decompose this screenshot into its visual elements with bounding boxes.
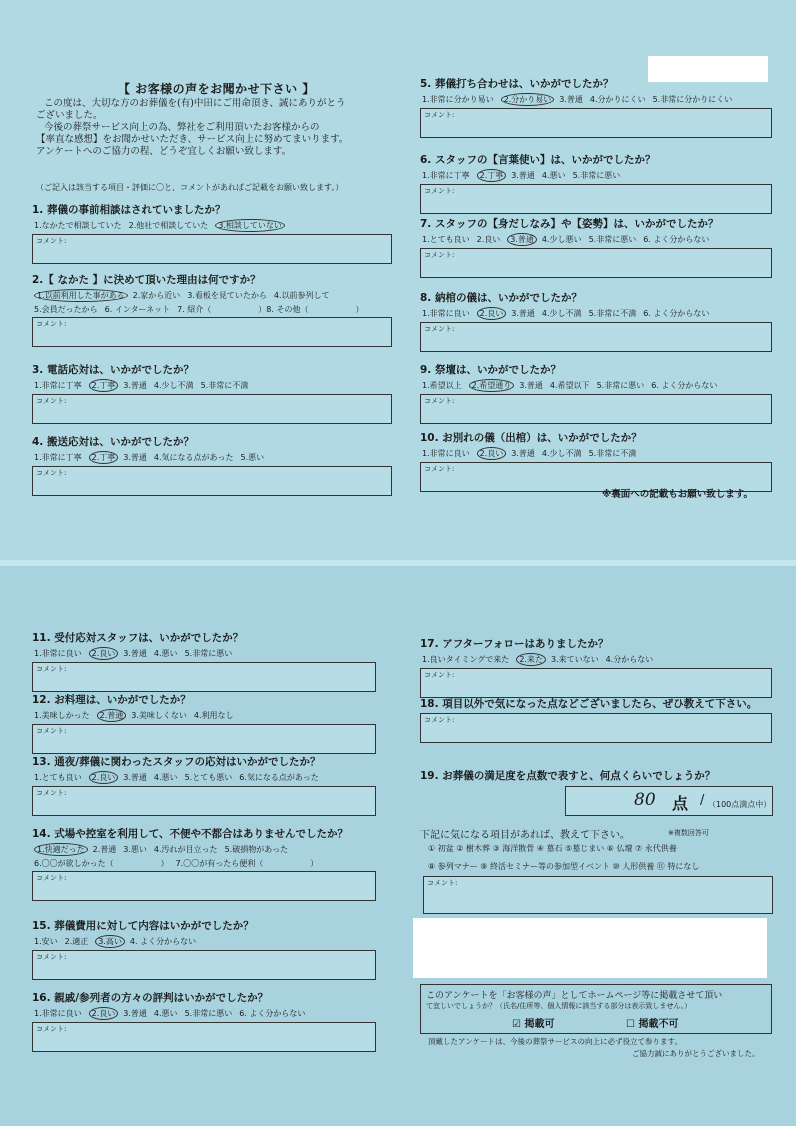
intro-line: この度は、大切な方のお葬儀を(有)中田にご用命頂き、誠にありがとう xyxy=(44,98,346,109)
comment-label: コメント: xyxy=(36,469,67,477)
option[interactable]: 4.少し不満 xyxy=(153,381,194,390)
option[interactable]: 4.悪い xyxy=(153,773,178,782)
comment-box[interactable] xyxy=(420,248,772,278)
question-block xyxy=(32,630,376,692)
option[interactable]: 6. よく分からない xyxy=(651,381,718,390)
option[interactable]: 6. よく分からない xyxy=(239,1009,306,1018)
comment-label: コメント: xyxy=(36,953,67,961)
consent-line-1: このアンケートを「お客様の声」としてホームページ等に掲載させて頂い xyxy=(426,991,723,1001)
comment-label: コメント: xyxy=(427,879,458,887)
comment-label: コメント: xyxy=(424,187,455,195)
option-selected[interactable]: 2.良い xyxy=(89,1007,119,1020)
option[interactable]: 5.非常に悪い xyxy=(184,649,233,658)
intro-line: アンケートへのご協力の程、どうぞ宜しくお願い致します。 xyxy=(36,146,292,157)
question-title: 14. 式場や控室を利用して、不便や不都合はありませんでしたか？ xyxy=(32,828,349,840)
option[interactable]: ）8. その他（ xyxy=(258,305,309,314)
option[interactable]: 2.適正 xyxy=(64,937,89,946)
option[interactable]: 4.気になる点があった xyxy=(153,453,234,462)
comment-box[interactable] xyxy=(420,668,772,698)
option[interactable]: 5.非常に分かりにくい xyxy=(652,95,733,104)
option[interactable]: 3.来ていない xyxy=(550,655,599,664)
option-selected[interactable]: 2.良い xyxy=(89,771,119,784)
question-title: 18. 項目以外で気になった点などございましたら、ぜひ教えて下さい。 xyxy=(420,698,758,710)
question-title: 9. 祭壇は、いかがでしたか？ xyxy=(420,364,561,376)
consent-line-2: て宜しいでしょうか？（氏名/住所等、個人情報に該当する部分は表示致しません。） xyxy=(426,1002,692,1010)
option[interactable]: 4.分かりにくい xyxy=(589,95,646,104)
option[interactable]: 3.悪い xyxy=(123,845,147,854)
option[interactable]: 5.非常に悪い xyxy=(588,235,637,244)
option[interactable]: 4.以前参列して xyxy=(273,291,330,300)
question-title: 10. お別れの儀（出棺）は、いかがでしたか？ xyxy=(420,432,642,444)
comment-label: コメント: xyxy=(424,111,455,119)
comment-box[interactable] xyxy=(32,394,392,424)
comment-box[interactable] xyxy=(32,234,392,264)
question-block xyxy=(32,362,392,424)
option[interactable]: 4.希望以下 xyxy=(549,381,590,390)
option-selected[interactable]: 2.丁寧 xyxy=(477,169,507,182)
question-title: 13. 通夜/葬儀に関わったスタッフの応対はいかがでしたか？ xyxy=(32,756,321,768)
question-block xyxy=(32,990,376,1052)
question-block xyxy=(420,636,772,698)
option[interactable]: 3.普通 xyxy=(123,1009,147,1018)
option-row-2 xyxy=(32,858,376,869)
question-block xyxy=(32,754,376,816)
option-row xyxy=(420,93,772,106)
question-title: 3. 電話応対は、いかがでしたか？ xyxy=(32,364,194,376)
option[interactable]: 4.分からない xyxy=(605,655,654,664)
option[interactable]: 4.少し悪い xyxy=(541,235,582,244)
question-block xyxy=(32,918,376,980)
option[interactable]: 1.安い xyxy=(34,937,58,946)
option[interactable]: 5.非常に悪い xyxy=(572,171,621,180)
option[interactable]: 1.非常に良い xyxy=(34,649,82,658)
option-row xyxy=(420,653,772,666)
comment-label: コメント: xyxy=(36,397,67,405)
back-page-note: ※裏面への記載もお願い致します。 xyxy=(602,489,753,500)
comment-label: コメント: xyxy=(36,1025,67,1033)
option-row xyxy=(32,771,376,784)
comment-box[interactable] xyxy=(32,317,392,347)
comment-box[interactable] xyxy=(420,108,772,138)
question-block xyxy=(420,216,772,278)
option-row-2 xyxy=(32,304,392,315)
option[interactable]: 5.悪い xyxy=(240,453,265,462)
redaction-block xyxy=(413,918,767,978)
option-row xyxy=(32,935,376,948)
option[interactable]: 1.非常に丁寧 xyxy=(34,453,82,462)
option-selected[interactable]: 1.快適だった xyxy=(34,843,88,856)
question-title: 2.【 なかた 】に決めて頂いた理由は何ですか？ xyxy=(32,274,261,286)
comment-label: コメント: xyxy=(424,671,455,679)
topics-row-1: ① 初盆 ② 樹木葬 ③ 海洋散骨 ④ 墓石 ⑤墓じまい ⑥ 仏壇 ⑦ 永代供養 xyxy=(428,844,677,853)
option-selected[interactable]: 3.相談していない xyxy=(215,219,285,232)
option-row xyxy=(32,843,376,856)
option[interactable]: 5.非常に不満 xyxy=(588,309,637,318)
question-title: 4. 搬送応対は、いかがでしたか？ xyxy=(32,436,194,448)
option[interactable]: 6.〇〇が欲しかった（ xyxy=(34,859,114,868)
option[interactable]: 1.希望以上 xyxy=(422,381,462,390)
option[interactable]: ） xyxy=(160,859,169,868)
option[interactable]: 3.普通 xyxy=(511,309,535,318)
publish-ng-checkbox[interactable]: ☐ 掲載不可 xyxy=(626,1019,679,1030)
question-block xyxy=(420,430,772,492)
option[interactable]: 1.とても良い xyxy=(422,235,470,244)
intro-line: 今後の葬祭サービス向上の為、弊社をご利用頂いたお客様からの xyxy=(44,122,320,133)
option[interactable]: 1.非常に良い xyxy=(422,309,470,318)
comment-label: コメント: xyxy=(424,397,455,405)
publish-ok-checkbox[interactable]: ☑ 掲載可 xyxy=(512,1019,555,1030)
option[interactable]: ） xyxy=(355,305,364,314)
option[interactable]: 5.会員だったから xyxy=(34,305,98,314)
option[interactable]: 3.普通 xyxy=(511,171,535,180)
option[interactable]: 4.悪い xyxy=(153,1009,178,1018)
question-title: 8. 納棺の儀は、いかがでしたか？ xyxy=(420,292,582,304)
option[interactable]: 1.非常に分かり易い xyxy=(422,95,494,104)
question-block xyxy=(32,272,392,347)
comment-box[interactable] xyxy=(420,713,772,743)
option[interactable]: 2.他社で相談していた xyxy=(128,221,209,230)
comment-box[interactable] xyxy=(420,394,772,424)
option-selected[interactable]: 2.丁寧 xyxy=(89,379,119,392)
option[interactable]: 4.悪い xyxy=(541,171,566,180)
question-block xyxy=(420,362,772,424)
option-row xyxy=(32,647,376,660)
option[interactable]: 1.美味しかった xyxy=(34,711,90,720)
option[interactable]: 4. よく分からない xyxy=(129,937,197,946)
option[interactable]: 6. よく分からない xyxy=(643,235,710,244)
option[interactable]: 3.普通 xyxy=(519,381,543,390)
comment-label: コメント: xyxy=(36,665,67,673)
question-block xyxy=(32,434,392,496)
option[interactable]: 4.少し不満 xyxy=(541,449,582,458)
option-row xyxy=(420,447,772,460)
comment-label: コメント: xyxy=(36,237,67,245)
comment-label: コメント: xyxy=(424,251,455,259)
question-title: 15. 葬儀費用に対して内容はいかがでしたか？ xyxy=(32,920,254,932)
question-title: 11. 受付応対スタッフは、いかがでしたか？ xyxy=(32,632,244,644)
option[interactable]: 6.気になる点があった xyxy=(239,773,319,782)
option-selected[interactable]: 1.以前利用した事がある xyxy=(34,289,128,302)
option[interactable]: 5.非常に悪い xyxy=(596,381,645,390)
option[interactable]: ） xyxy=(310,859,319,868)
comment-box[interactable] xyxy=(32,1022,376,1052)
option-selected[interactable]: 2.丁寧 xyxy=(89,451,119,464)
option[interactable]: 5.とても悪い xyxy=(184,773,233,782)
option[interactable]: 7.〇〇が有ったら便利（ xyxy=(175,859,264,868)
question-title: 19. お葬儀の満足度を点数で表すと、何点くらいでしょうか？ xyxy=(420,770,716,782)
option[interactable]: 6. インターネット xyxy=(104,305,171,314)
option[interactable]: 1.非常に良い xyxy=(34,1009,82,1018)
option[interactable]: 4.少し不満 xyxy=(541,309,582,318)
option-selected[interactable]: 2.分かり易い xyxy=(501,93,555,106)
option-row xyxy=(420,379,772,392)
score-max: （100点満点中） xyxy=(708,800,772,809)
question-block xyxy=(420,76,772,138)
question-title: 16. 親戚/参列者の方々の評判はいかがでしたか？ xyxy=(32,992,269,1004)
option[interactable]: 1.非常に丁寧 xyxy=(34,381,82,390)
score-slash: / xyxy=(700,793,705,808)
comment-box[interactable] xyxy=(420,184,772,214)
option[interactable]: 3.普通 xyxy=(123,773,147,782)
intro-line: 【率直な感想】をお聞かせいただき、サービス向上に努めてまいります。 xyxy=(36,134,349,145)
score-unit: 点 xyxy=(672,794,689,813)
option[interactable]: 7. 紹介（ xyxy=(177,305,212,314)
question-title: 17. アフターフォローはありましたか？ xyxy=(420,638,609,650)
option-selected[interactable]: 2.普通 xyxy=(97,709,127,722)
footer-line-1: 頂戴したアンケートは、今後の葬祭サービスの向上に必ず役立て参ります。 xyxy=(428,1037,682,1046)
comment-label: コメント: xyxy=(36,874,67,882)
question-block xyxy=(420,152,772,214)
question-block xyxy=(32,202,392,264)
option-row xyxy=(32,289,392,302)
option[interactable]: 5.非常に不満 xyxy=(200,381,249,390)
intro-text xyxy=(36,98,396,158)
comment-box[interactable] xyxy=(32,871,376,901)
option-row xyxy=(32,379,392,392)
comment-box[interactable] xyxy=(32,786,376,816)
question-block xyxy=(420,696,772,743)
score-value: 80 xyxy=(634,790,656,810)
question-block xyxy=(32,826,376,901)
question-title: 1. 葬儀の事前相談はされていましたか？ xyxy=(32,204,226,216)
option[interactable]: 1.非常に丁寧 xyxy=(422,171,470,180)
footer-line-2: ご協力誠にありがとうございました。 xyxy=(632,1049,760,1058)
option[interactable]: 3.普通 xyxy=(123,453,147,462)
comment-label: コメント: xyxy=(36,320,67,328)
comment-box[interactable] xyxy=(32,950,376,980)
topics-title: 下記に気になる項目があれば、教えて下さい。 xyxy=(420,830,630,841)
option-row xyxy=(32,709,376,722)
question-title: 5. 葬儀打ち合わせは、いかがでしたか？ xyxy=(420,78,614,90)
option-selected[interactable]: 2.来た xyxy=(516,653,546,666)
option[interactable]: 1.とても良い xyxy=(34,773,82,782)
option-selected[interactable]: 2.良い xyxy=(89,647,119,660)
intro-line: ございました。 xyxy=(36,110,103,121)
comment-label: コメント: xyxy=(36,789,67,797)
option[interactable]: 3.看板を見ていたから xyxy=(187,291,267,300)
option[interactable]: 5.非常に悪い xyxy=(184,1009,233,1018)
option[interactable]: 3.美味しくない xyxy=(131,711,187,720)
option-selected[interactable]: 3.高い xyxy=(95,935,125,948)
comment-label: コメント: xyxy=(424,465,455,473)
option[interactable]: 6. よく分からない xyxy=(643,309,710,318)
option-selected[interactable]: 2.希望通り xyxy=(469,379,515,392)
question-19 xyxy=(420,768,715,783)
topics-comment-box[interactable] xyxy=(423,876,773,914)
option[interactable]: 5.破損物があった xyxy=(224,845,289,854)
topics-multi-note: ※複数回答可 xyxy=(668,829,709,837)
question-title: 7. スタッフの【身だしなみ】や【姿勢】は、いかがでしたか？ xyxy=(420,218,719,230)
option[interactable]: 5.非常に不満 xyxy=(588,449,637,458)
comment-box[interactable] xyxy=(32,466,392,496)
survey-title: 【 お客様の声をお聞かせ下さい 】 xyxy=(118,82,315,96)
comment-label: コメント: xyxy=(36,727,67,735)
question-title: 6. スタッフの【言葉使い】は、いかがでしたか？ xyxy=(420,154,656,166)
instruction-note: （ご記入は該当する項目・評価に〇と、コメントがあればご記載をお願い致します。） xyxy=(36,183,344,192)
option[interactable]: 4.悪い xyxy=(153,649,178,658)
option[interactable]: 1.良いタイミングで来た xyxy=(422,655,510,664)
comment-box[interactable] xyxy=(420,322,772,352)
option-row xyxy=(32,451,392,464)
option-row xyxy=(420,307,772,320)
option-selected[interactable]: 2.良い xyxy=(477,447,507,460)
option[interactable]: 3.普通 xyxy=(559,95,583,104)
option-row xyxy=(32,219,392,232)
option-selected[interactable]: 3.普通 xyxy=(507,233,537,246)
option[interactable]: 3.普通 xyxy=(123,649,147,658)
option[interactable]: 2.普通 xyxy=(92,845,117,854)
option-row xyxy=(420,233,772,246)
option[interactable]: 4.汚れが目立った xyxy=(153,845,218,854)
option[interactable]: 1.なかたで相談していた xyxy=(34,221,122,230)
option-row xyxy=(420,169,772,182)
option[interactable]: 2.良い xyxy=(476,235,501,244)
question-title: 12. お料理は、いかがでしたか？ xyxy=(32,694,191,706)
option[interactable]: 3.普通 xyxy=(123,381,147,390)
option[interactable]: 4.利用なし xyxy=(193,711,234,720)
option-selected[interactable]: 2.良い xyxy=(477,307,507,320)
option-row xyxy=(32,1007,376,1020)
topics-row-2: ⑧ 参列マナー ⑨ 終活セミナー等の参加型イベント ⑩ 人形供養 ⑪ 特になし xyxy=(428,862,700,871)
question-block xyxy=(420,290,772,352)
option[interactable]: 2.家から近い xyxy=(132,291,181,300)
comment-box[interactable] xyxy=(32,662,376,692)
topics-question xyxy=(420,826,630,841)
comment-label: コメント: xyxy=(424,716,455,724)
comment-label: コメント: xyxy=(424,325,455,333)
question-block xyxy=(32,692,376,754)
option[interactable]: 3.普通 xyxy=(511,449,535,458)
option[interactable]: 1.非常に良い xyxy=(422,449,470,458)
comment-box[interactable] xyxy=(32,724,376,754)
